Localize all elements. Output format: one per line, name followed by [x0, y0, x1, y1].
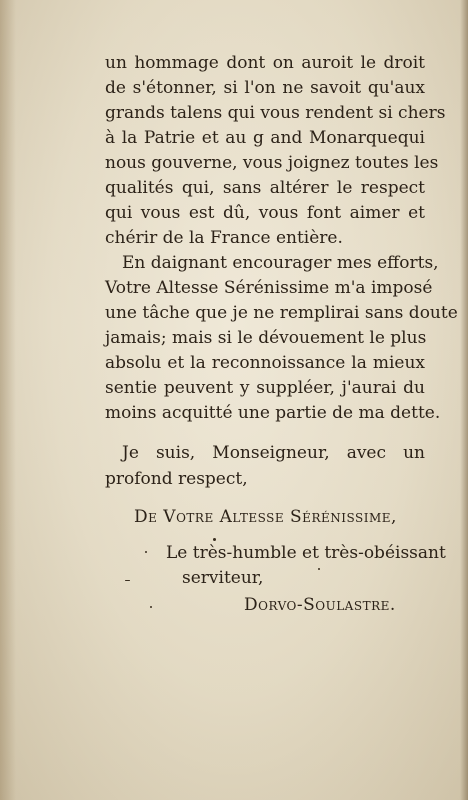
text-line: à la Patrie et au g and Monarquequi: [105, 128, 425, 148]
signoff-line: Le très-humble et très-obéissant: [166, 543, 446, 563]
text-line: un hommage dont on auroit le droit: [105, 53, 425, 73]
text-line: une tâche que je ne remplirai sans doute: [105, 303, 458, 323]
page-edge-shadow: [460, 0, 468, 800]
salutation: [134, 506, 397, 528]
signoff-line: serviteur,: [182, 568, 264, 588]
text-line: qualités qui, sans altérer le respect: [105, 178, 425, 198]
ink-speck: [213, 538, 216, 541]
text-line: de s'étonner, si l'on ne savoit qu'aux: [105, 78, 425, 98]
text-line: grands talens qui vous rendent si chers: [105, 103, 446, 123]
text-line: sentie peuvent y suppléer, j'aurai du: [105, 378, 425, 398]
text-line: jamais; mais si le dévouement le plus: [105, 328, 427, 348]
ink-speck: [318, 568, 320, 570]
text-line: absolu et la reconnoissance la mieux: [105, 353, 425, 373]
closing-line: Je suis, Monseigneur, avec un: [122, 443, 425, 463]
ink-speck: [125, 580, 130, 581]
closing-line: profond respect,: [105, 469, 248, 489]
text-line: chérir de la France entière.: [105, 228, 343, 248]
text-line: qui vous est dû, vous font aimer et: [105, 203, 425, 223]
text-line: moins acquitté une partie de ma dette.: [105, 403, 441, 423]
text-line: nous gouverne, vous joignez toutes les: [105, 153, 439, 173]
text-line: Votre Altesse Sérénissime m'a imposé: [105, 278, 433, 298]
signature-text: Dorvo-Soulastre.: [244, 595, 396, 615]
ink-speck: [145, 551, 147, 553]
salutation-text: De Votre Altesse Sérénissime,: [134, 507, 397, 527]
page-gutter-shadow: [0, 0, 16, 800]
signature: [244, 594, 396, 616]
text-line: En daignant encourager mes efforts,: [122, 253, 439, 273]
ink-speck: [150, 606, 152, 608]
